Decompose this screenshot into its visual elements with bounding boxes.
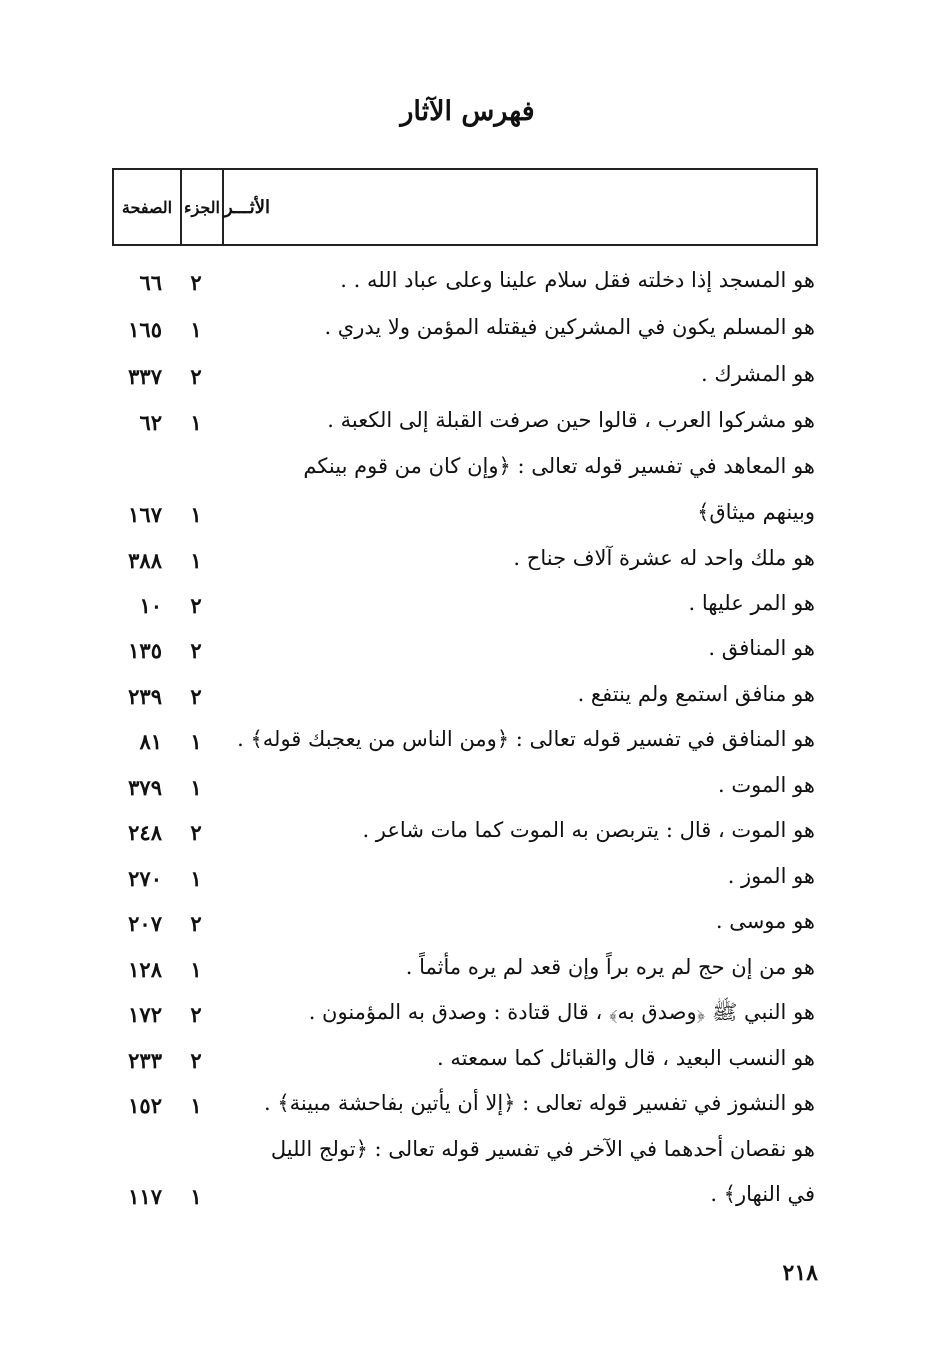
athar-text: هو مشركوا العرب ، قالوا حين صرفت القبلة إلى الكعبة .	[327, 408, 815, 432]
athar-text: في النهار﴾ .	[710, 1182, 815, 1206]
part-number: ٢	[190, 593, 202, 618]
page-number: ٨١	[139, 729, 162, 754]
athar-text: هو المسجد إذا دخلته فقل سلام علينا وعلى عباد الله . .	[340, 268, 815, 292]
athar-text: هو الموز .	[727, 864, 815, 888]
athar-text: هو من إن حج لم يره براً وإن قعد لم يره مأثماً .	[405, 955, 815, 979]
header-text-label: الأثـــر	[224, 196, 271, 218]
page-number: ١٣٥	[128, 638, 162, 663]
athar-text: هو المر عليها .	[688, 591, 815, 615]
page-number: ٣٣٧	[128, 364, 162, 389]
athar-text: هو المشرك .	[701, 362, 815, 386]
athar-text: وبينهم ميثاق﴾	[697, 500, 815, 524]
part-number: ١	[190, 1184, 202, 1209]
athar-text: هو المنافق في تفسير قوله تعالى : ﴿ومن الناس من يعجبك قوله﴾ .	[237, 727, 815, 751]
athar-text: هو النبي ﷺ ﴿وصدق به﴾ ، قال قتادة : وصدق به المؤمنون .	[308, 1000, 815, 1024]
page-number: ١٥٢	[128, 1093, 162, 1118]
part-number: ١	[190, 548, 202, 573]
page-number: ٢٠٧	[128, 911, 162, 936]
page-title: فهرس الآثار	[400, 96, 535, 127]
athar-text: هو المعاهد في تفسير قوله تعالى : ﴿وإن كان من قوم بينكم	[303, 454, 815, 478]
page-number: ١٠	[139, 593, 162, 618]
part-number: ٢	[190, 638, 202, 663]
part-number	[178, 454, 214, 484]
athar-text: هو منافق استمع ولم ينتفع .	[577, 682, 815, 706]
part-number: ٢	[190, 911, 202, 936]
athar-text: هو الموت ، قال : يتربصن به الموت كما مات شاعر .	[362, 818, 815, 842]
page-folio-number: ٢١٨	[782, 1260, 818, 1286]
part-number: ٢	[190, 1048, 202, 1073]
page-number: ٢٧٠	[128, 866, 162, 891]
athar-text: هو نقصان أحدهما في الآخر في تفسير قوله تعالى : ﴿تولج الليل	[270, 1137, 815, 1161]
page-number: ٣٧٩	[128, 775, 162, 800]
part-number: ٢	[190, 364, 202, 389]
athar-text: هو موسى .	[715, 909, 815, 933]
page-number	[106, 454, 162, 484]
page-number: ٦٢	[139, 410, 162, 435]
part-number: ٢	[190, 684, 202, 709]
athar-text: هو المسلم يكون في المشركين فيقتله المؤمن ولا يدري .	[324, 315, 815, 339]
part-number: ١	[190, 502, 202, 527]
part-number: ٢	[190, 820, 202, 845]
table-header	[112, 168, 818, 246]
page-number	[106, 1137, 162, 1167]
page-number: ٢٣٩	[128, 684, 162, 709]
part-number	[178, 1137, 214, 1167]
athar-text: هو المنافق .	[708, 636, 815, 660]
page-number: ٢٣٣	[128, 1048, 162, 1073]
athar-text: هو الموت .	[718, 773, 815, 797]
page-number: ١٦٥	[128, 317, 162, 342]
header-page-label: الصفحة	[121, 197, 173, 217]
page-number: ١٢٨	[128, 957, 162, 982]
page-number: ١٦٧	[128, 502, 162, 527]
part-number: ١	[190, 775, 202, 800]
athar-text: هو النشوز في تفسير قوله تعالى : ﴿إلا أن يأتين بفاحشة مبينة﴾ .	[263, 1091, 815, 1115]
part-number: ١	[190, 957, 202, 982]
athar-text: هو النسب البعيد ، قال والقبائل كما سمعته .	[437, 1046, 815, 1070]
athar-text: هو ملك واحد له عشرة آلاف جناح .	[513, 546, 815, 570]
page-number: ١١٧	[128, 1184, 162, 1209]
page-number: ٢٤٨	[128, 820, 162, 845]
part-number: ١	[190, 317, 202, 342]
header-part-label: الجزء	[180, 170, 224, 244]
part-number: ١	[190, 729, 202, 754]
part-number: ٢	[190, 270, 202, 295]
part-number: ٢	[190, 1002, 202, 1027]
part-number: ١	[190, 1093, 202, 1118]
part-number: ١	[190, 410, 202, 435]
page-number: ٦٦	[139, 270, 162, 295]
page-number: ٣٨٨	[128, 548, 162, 573]
part-number: ١	[190, 866, 202, 891]
page-number: ١٧٢	[128, 1002, 162, 1027]
